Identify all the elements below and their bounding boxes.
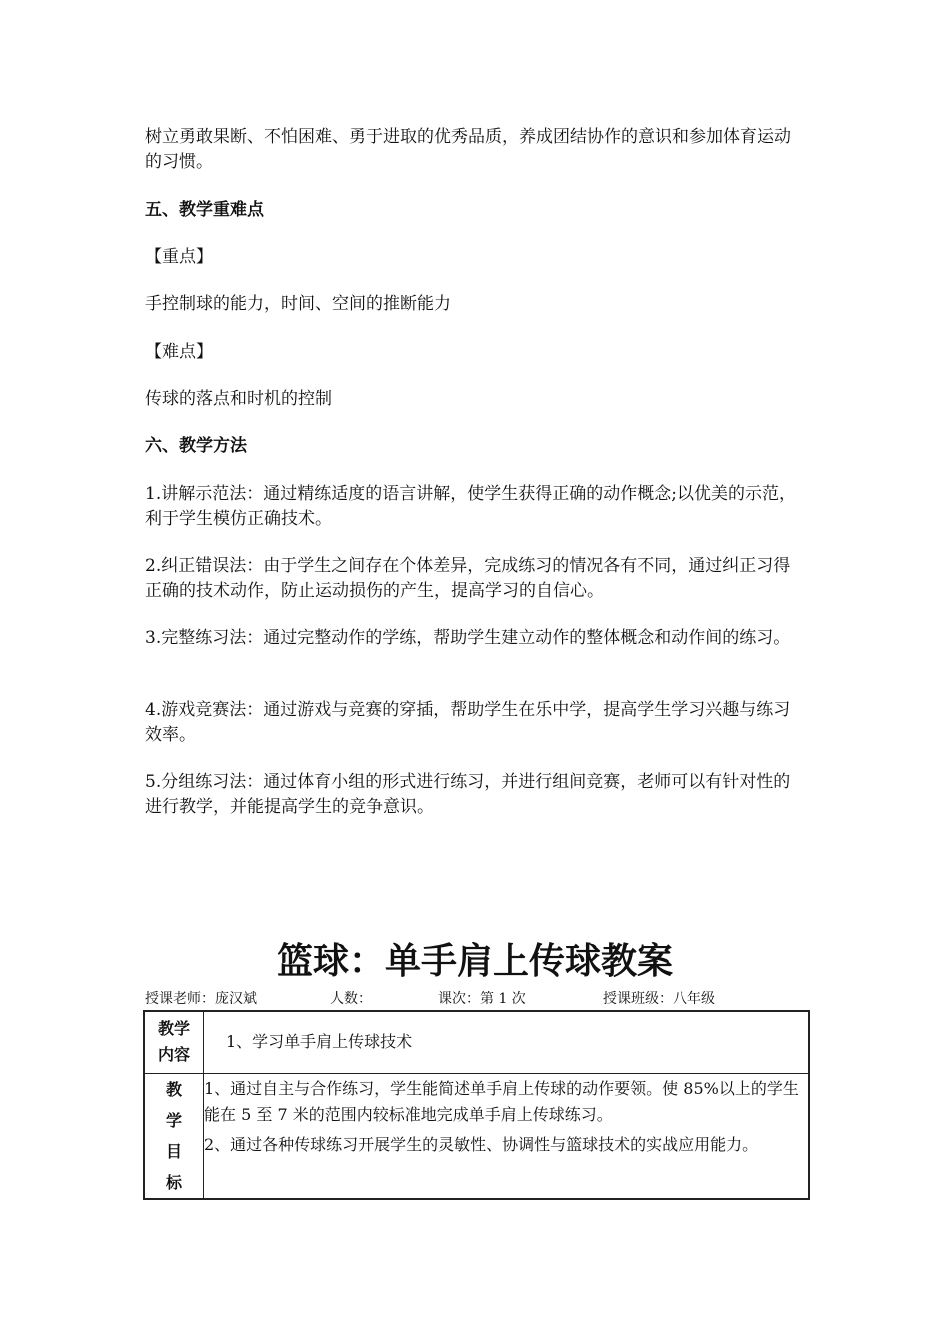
method-item: 5.分组练习法：通过体育小组的形式进行练习，并进行组间竞赛，老师可以有针对性的进行教学，并能提高学生的竞争意识。 (145, 772, 791, 817)
section-heading-methods: 六、教学方法 (145, 436, 247, 456)
content-label-cell (144, 1011, 204, 1073)
table-row (144, 1011, 809, 1073)
method-item: 3.完整练习法：通过完整动作的学练，帮助学生建立动作的整体概念和动作间的练习。 (145, 628, 791, 648)
teacher-label: 授课老师：庞汉斌 (145, 991, 257, 1007)
class-label: 授课班级：八年级 (603, 991, 715, 1007)
goal-label-char: 教 (165, 1079, 182, 1099)
lesson-plan-table (143, 1010, 810, 1200)
paragraph-difficulty: 传球的落点和时机的控制 (145, 389, 332, 409)
goal-label-cell (144, 1073, 204, 1199)
lesson-meta (145, 988, 825, 1010)
method-item: 1.讲解示范法：通过精练适度的语言讲解，使学生获得正确的动作概念;以优美的示范，利于学生模仿正确技术。 (145, 484, 796, 529)
content-cell: 1、学习单手肩上传球技术 (204, 1011, 810, 1073)
method-item: 4.游戏竞赛法：通过游戏与竞赛的穿插，帮助学生在乐中学，提高学生学习兴趣与练习效率。 (145, 700, 791, 745)
goal-label-char: 学 (165, 1110, 182, 1130)
paragraph-habits: 树立勇敢果断、不怕困难、勇于进取的优秀品质，养成团结协作的意识和参加体育运动的习惯。 (145, 127, 791, 172)
goal-item: 2、通过各种传球练习开展学生的灵敏性、协调性与篮球技术的实战应用能力。 (204, 1134, 759, 1154)
content-label-line: 内容 (157, 1045, 190, 1065)
goal-item: 1、通过自主与合作练习，学生能简述单手肩上传球的动作要领。使 85%以上的学生能在 5 至 7 米的范围内较标准地完成单手肩上传球练习。 (204, 1078, 799, 1124)
goal-label-char: 目 (165, 1141, 182, 1161)
section-heading-key-points: 五、教学重难点 (145, 200, 264, 220)
student-count-label: 人数： (330, 991, 372, 1007)
paragraph-key-point: 手控制球的能力，时间、空间的推断能力 (145, 294, 451, 314)
lesson-title: 篮球：单手肩上传球教案 (276, 941, 673, 982)
goals-cell (204, 1073, 810, 1199)
session-label: 课次：第 1 次 (438, 991, 526, 1007)
method-item: 2.纠正错误法：由于学生之间存在个体差异，完成练习的情况各有不同，通过纠正习得正确的技术动作，防止运动损伤的产生，提高学习的自信心。 (145, 556, 791, 601)
content-label-line: 教学 (157, 1019, 190, 1039)
table-row (144, 1073, 809, 1199)
label-key-point: 【重点】 (145, 247, 213, 267)
goal-label-char: 标 (165, 1172, 182, 1192)
label-difficulty: 【难点】 (145, 342, 213, 362)
